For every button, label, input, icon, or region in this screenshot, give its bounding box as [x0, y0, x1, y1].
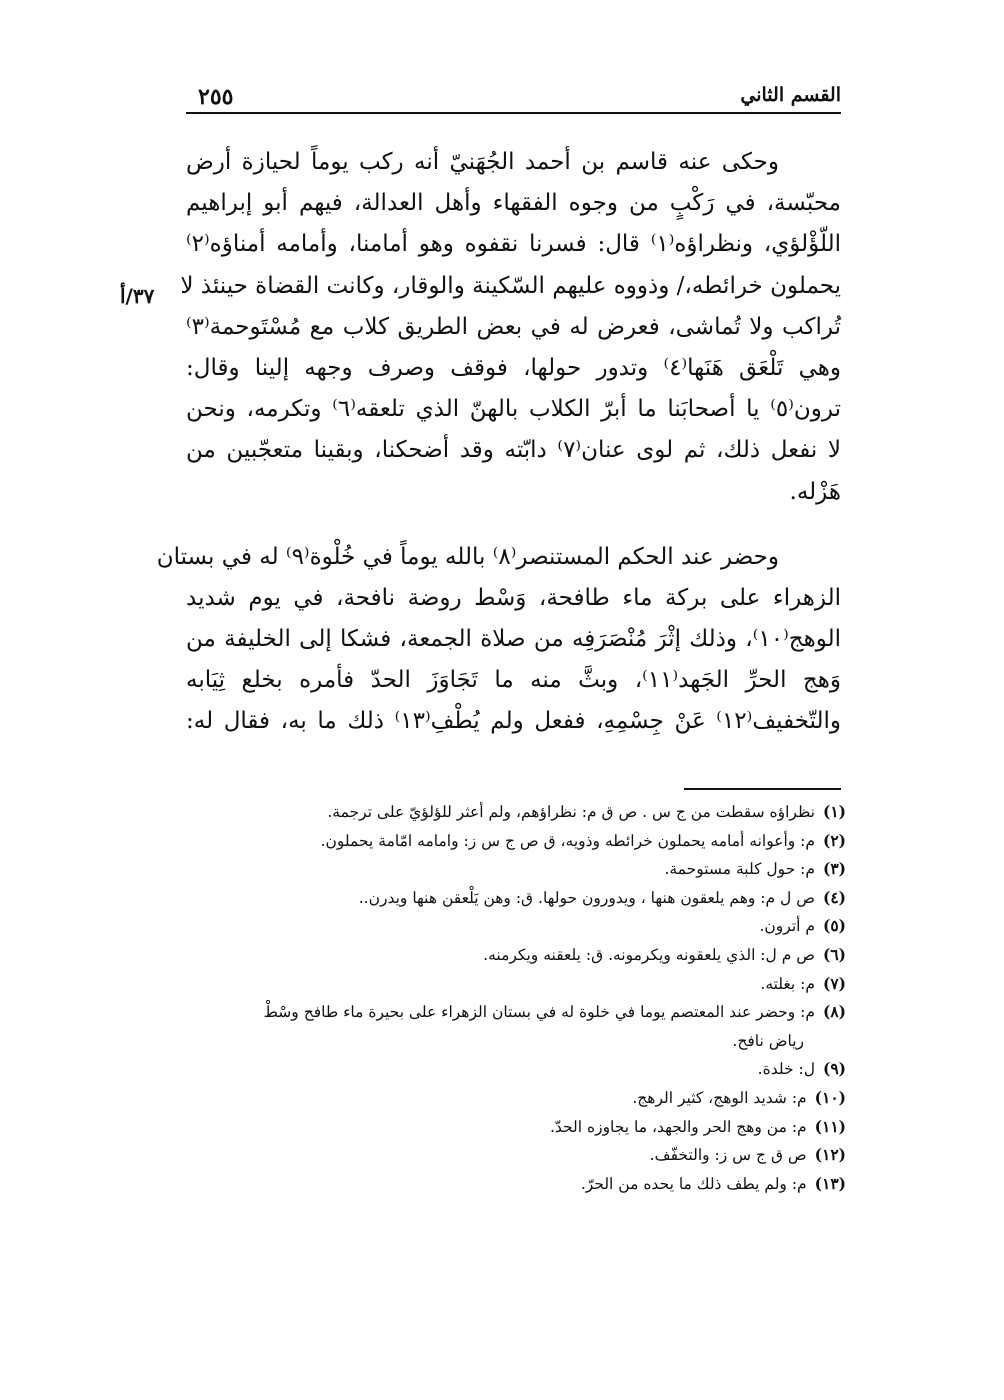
footnote-text: ل: خلدة. [757, 1060, 815, 1079]
footnote [186, 1055, 846, 1084]
text-line: تُراكب ولا تُماشى، فعرض له في بعض الطريق كلاب مع مُسْتَوحمة⁽٣⁾ [186, 313, 841, 340]
footnote [186, 827, 846, 856]
footnote-continuation [186, 1027, 846, 1056]
paragraph-1 [180, 142, 841, 513]
footnote-text: م: ولم يطف ذلك ما يحده من الحرّ. [580, 1174, 807, 1193]
text-line: يحملون خرائطه،/ وذووه عليهم السّكينة والوقار، وكانت القضاة حينئذ لا [180, 272, 841, 299]
footnote-text: م: وحضر عند المعتصم يوما في خلوة له في بستان الزهراء على بحيرة ماء طافح وسْطْ [263, 1003, 815, 1022]
footnote [186, 1113, 846, 1142]
footnote-text: ص م ل: الذي يلعقونه ويكرمونه. ق: يلعقنه ويكرمنه. [483, 945, 815, 964]
footnote-text: رياض نافح. [732, 1031, 804, 1050]
footnotes [186, 798, 846, 1198]
footnote-number: (١) [822, 802, 846, 821]
text-line: وحكى عنه قاسم بن أحمد الجُهَنيّ أنه ركب يوماً لحيازة أرض [186, 149, 779, 175]
footnote-number: (٧) [822, 973, 846, 993]
footnote-text: م: بغلته. [760, 974, 815, 993]
footnote [186, 1084, 846, 1113]
footnote [186, 941, 846, 970]
footnote-number: (١١) [814, 1116, 846, 1136]
footnote [186, 912, 846, 941]
text-line: الوهج⁽١٠⁾، وذلك إثْرَ مُنْصَرَفِه من صلاة الجمعة، فشكا إلى الخليفة من [186, 626, 841, 653]
footnote-text: ص ل م: وهم يلعقون هنها ، ويدورون حولها. ق: وهن يَلْعقن هنها ويدرن.. [358, 888, 815, 907]
text-line: وهي تَلْعَق هَنَها⁽٤⁾ وتدور حولها، فوقف وصرف وجهه إلينا وقال: [186, 354, 841, 381]
footnote [186, 855, 846, 884]
footnote [186, 998, 846, 1027]
footnote [186, 970, 846, 999]
text-line: الزهراء على بركة ماء طافحة، وَسْط روضة نافحة، في يوم شديد [186, 584, 841, 611]
footnote-text: م أترون. [759, 917, 815, 936]
folio-marginal-reference: ٣٧/أ [120, 284, 155, 308]
text-line: وَهج الحرِّ الجَهد⁽١١⁾، وبثَّ منه ما تَجَاوَزَ الحدّ فأمره بخلع ثِيَابه [186, 667, 841, 694]
footnote-number: (٢) [822, 830, 846, 850]
footnote-number: (١٣) [814, 1173, 846, 1193]
footnote [186, 798, 846, 827]
footnote-divider [684, 788, 841, 790]
footnote-text: م: من وهج الحر والجهد، ما يجاوزه الحدّ. [549, 1117, 807, 1136]
main-text [156, 142, 841, 743]
footnote-number: (١٠) [814, 1087, 846, 1107]
footnote-text: م: حول كلبة مستوحمة. [664, 860, 815, 879]
footnote-text: م: وأعوانه أمامه يحملون خرائطه وذويه، ق ص ج س ز: وامامه امّامة يحملون. [320, 831, 815, 850]
footnote-number: (٩) [822, 1059, 846, 1079]
footnote [186, 884, 846, 913]
footnote-number: (٣) [822, 859, 846, 879]
footnote-number: (٦) [822, 944, 846, 964]
footnote-number: (٤) [822, 887, 846, 907]
text-line: اللّؤْلؤي، ونظراؤه⁽١⁾ قال: فسرنا نقفوه وهو أمامنا، وأمامه أمناؤه⁽٢⁾ [186, 231, 841, 258]
footnote-text: نظراؤه سقطت من ج س . ص ق م: نظراؤهم، ولم أعثر للؤلؤيّ على ترجمة. [327, 803, 815, 821]
footnote-text: م: شديد الوهج، كثير الرهج. [632, 1088, 807, 1107]
footnote-number: (٥) [822, 916, 846, 936]
section-title: القسم الثاني [740, 84, 841, 106]
footnote [186, 1170, 846, 1199]
footnote-text: ص ق ج س ز: والتخفّف. [649, 1146, 807, 1165]
page-number: ٢٥٥ [198, 84, 234, 110]
text-line: هَزْله. [789, 478, 841, 505]
paragraph-2 [156, 537, 841, 743]
text-line: محبّسة، في رَكْبٍ من وجوه الفقهاء وأهل العدالة، فيهم أبو إبراهيم [186, 190, 841, 217]
text-line: وحضر عند الحكم المستنصر⁽٨⁾ بالله يوماً في خُلْوة⁽٩⁾ له في بستان [156, 543, 779, 570]
footnote-number: (١٢) [814, 1145, 846, 1165]
text-line: لا نفعل ذلك، ثم لوى عنان⁽٧⁾ دابّته وقد أضحكنا، وبقينا متعجّبين من [186, 437, 841, 464]
text-line: ترون⁽٥⁾ يا أصحابَنا ما أبرّ الكلاب بالهنّ الذي تلعقه⁽٦⁾ وتكرمه، ونحن [186, 396, 841, 423]
footnote [186, 1141, 846, 1170]
page-header [186, 82, 841, 114]
footnote-number: (٨) [822, 1002, 846, 1022]
text-line: والتّخفيف⁽١٢⁾ عَنْ جِسْمِهِ، ففعل ولم يُطْفِ⁽١٣⁾ ذلك ما به، فقال له: [186, 708, 841, 735]
